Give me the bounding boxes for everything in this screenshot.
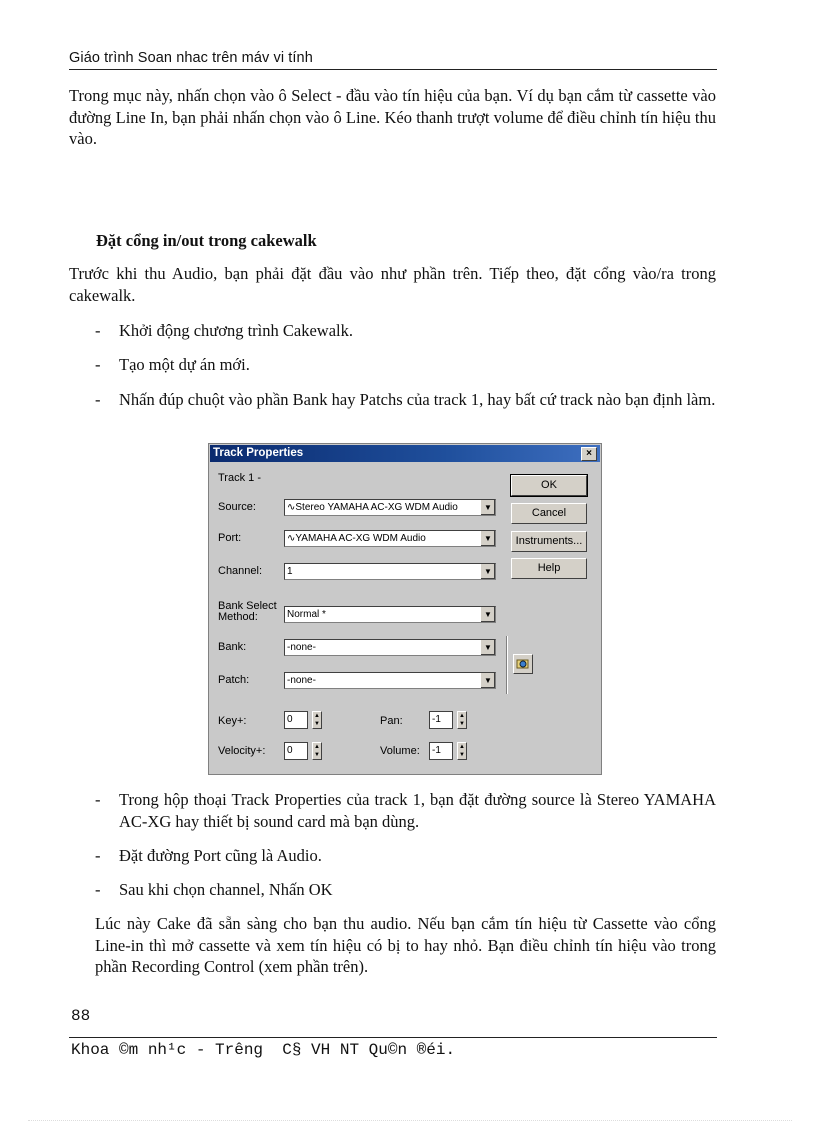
source-select[interactable]: ∿Stereo YAMAHA AC-XG WDM Audio ▼ [284, 499, 496, 516]
port-label: Port: [218, 532, 242, 544]
help-button[interactable]: Help [511, 558, 587, 579]
list-item: - Nhấn đúp chuột vào phần Bank hay Patchs của track 1, hay bất cứ track nào bạn định làm. [95, 390, 716, 409]
volume-spinner[interactable]: ▲ ▼ [457, 742, 467, 760]
volume-label: Volume: [380, 745, 420, 757]
chevron-down-icon[interactable]: ▼ [480, 673, 495, 688]
close-icon[interactable]: × [581, 447, 597, 461]
dialog-title: Track Properties [213, 447, 304, 459]
pan-label: Pan: [380, 715, 403, 727]
channel-label: Channel: [218, 565, 263, 577]
section-heading: Đặt cổng in/out trong cakewalk [96, 231, 317, 250]
header-rule [69, 69, 717, 70]
bank-select-method-select[interactable]: Normal * ▼ [284, 606, 496, 623]
list-item: - Trong hộp thoại Track Properties của track 1, bạn đặt đường source là Stereo YAMAHA AC-XG hay thiết bị sound card mà bạn dùng. [95, 790, 716, 831]
ok-button[interactable]: OK [511, 475, 587, 496]
list-item: - Tạo một dự án mới. [95, 355, 250, 374]
channel-select[interactable]: 1 ▼ [284, 563, 496, 580]
list-item: - Sau khi chọn channel, Nhấn OK [95, 880, 333, 899]
page-edge [28, 1120, 792, 1121]
patch-select[interactable]: -none- ▼ [284, 672, 496, 689]
patch-browser-icon[interactable] [513, 654, 533, 674]
page-number: 88 [71, 1007, 91, 1025]
list-item: - Đặt đường Port cũng là Audio. [95, 846, 322, 865]
velocity-spinner[interactable]: ▲ ▼ [312, 742, 322, 760]
track-label: Track 1 - [218, 472, 261, 484]
pan-spinner[interactable]: ▲ ▼ [457, 711, 467, 729]
port-select[interactable]: ∿YAMAHA AC-XG WDM Audio ▼ [284, 530, 496, 547]
cancel-button[interactable]: Cancel [511, 503, 587, 524]
chevron-down-icon[interactable]: ▼ [480, 564, 495, 579]
chevron-down-icon[interactable]: ▼ [480, 500, 495, 515]
instruments-button[interactable]: Instruments... [511, 531, 587, 552]
list-item: - Khởi động chương trình Cakewalk. [95, 321, 353, 340]
key-label: Key+: [218, 715, 247, 727]
volume-input[interactable]: -1 [429, 742, 453, 760]
running-header: Giáo trình Soan nhac trên máv vi tính [69, 50, 313, 66]
velocity-label: Velocity+: [218, 745, 266, 757]
chevron-down-icon[interactable]: ▼ [480, 640, 495, 655]
chevron-down-icon[interactable]: ▼ [480, 607, 495, 622]
key-spinner[interactable]: ▲ ▼ [312, 711, 322, 729]
track-properties-dialog [208, 443, 602, 775]
intro-paragraph: Trong mục này, nhấn chọn vào ô Select - đầu vào tín hiệu của bạn. Ví dụ bạn cắm từ cassette vào đường Line In, bạn phải nhấn chọn vào ô Line. Kéo thanh trượt volume để điều chỉnh tín hiệu thu vào. [69, 86, 716, 148]
divider [506, 636, 508, 694]
running-footer: Khoa ©m nh¹c - Trêng C§ VH NT Qu©n ®éi. [71, 1041, 456, 1059]
source-label: Source: [218, 501, 256, 513]
bank-label: Bank: [218, 641, 247, 653]
bank-select[interactable]: -none- ▼ [284, 639, 496, 656]
bank-select-method-label: Bank Select Method: [218, 600, 277, 623]
setup-paragraph: Trước khi thu Audio, bạn phải đặt đầu vào như phần trên. Tiếp theo, đặt cổng vào/ra trong cakewalk. [69, 264, 716, 305]
closing-paragraph: Lúc này Cake đã sẵn sàng cho bạn thu audio. Nếu bạn cắm tín hiệu từ Cassette vào cổng Line-in thì mở cassette và xem tín hiệu có bị to hay nhỏ. Bạn điều chỉnh tín hiệu vào trong phần Recording Control (xem phần trên). [95, 914, 716, 976]
key-input[interactable]: 0 [284, 711, 308, 729]
chevron-down-icon[interactable]: ▼ [480, 531, 495, 546]
dialog-titlebar [210, 445, 600, 462]
footer-rule [69, 1037, 717, 1038]
patch-label: Patch: [218, 674, 250, 686]
velocity-input[interactable]: 0 [284, 742, 308, 760]
pan-input[interactable]: -1 [429, 711, 453, 729]
